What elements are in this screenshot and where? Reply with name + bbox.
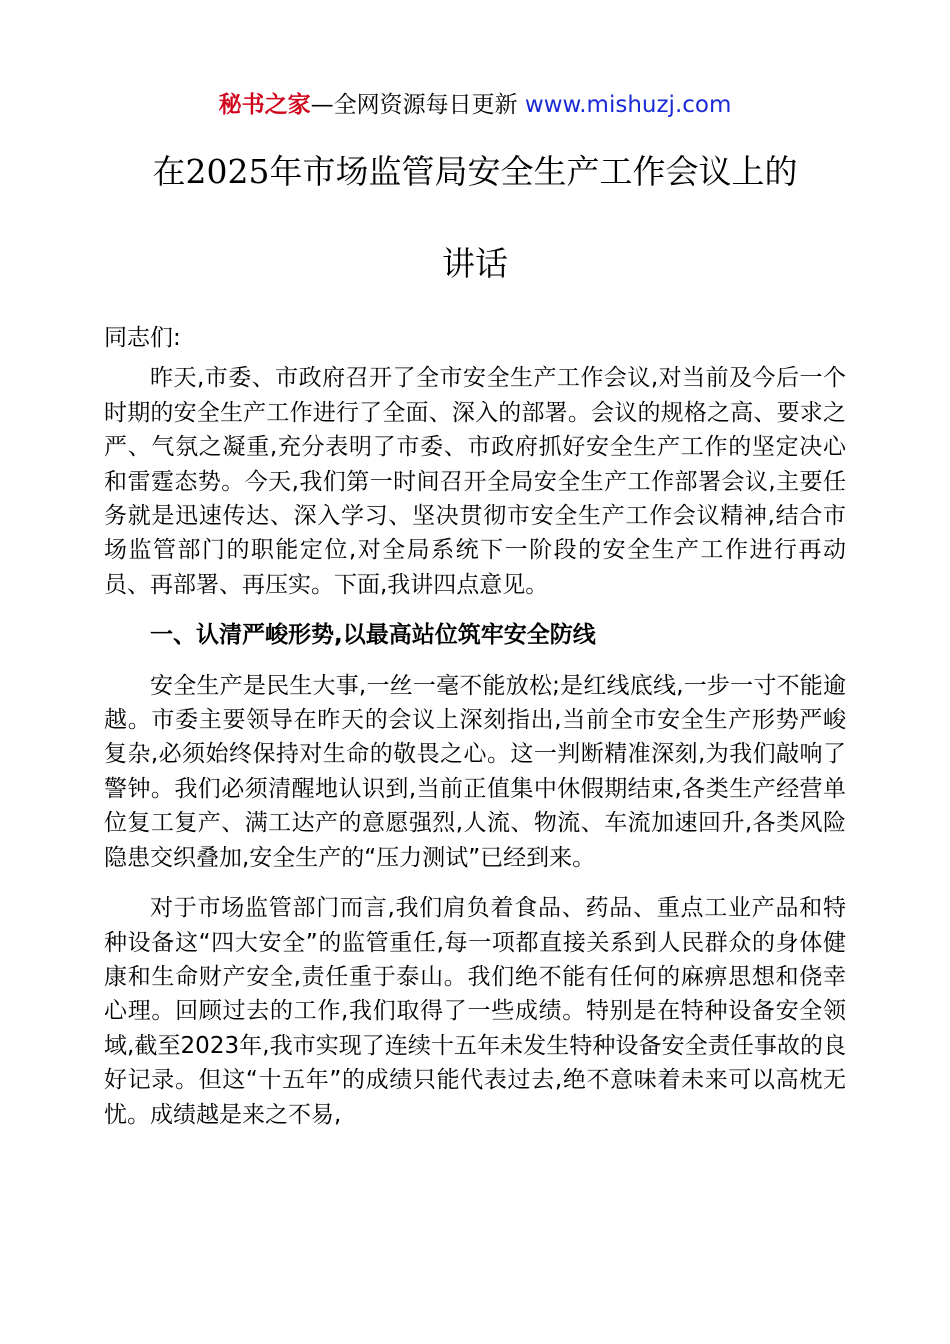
- section-heading-1: 一、认清严峻形势,以最高站位筑牢安全防线: [150, 622, 596, 649]
- header-slogan: —全网资源每日更新: [310, 92, 518, 118]
- paragraph-intro: 昨天,市委、市政府召开了全市安全生产工作会议,对当前及今后一个时期的安全生产工作进行了全面、深入的部署。会议的规格之高、要求之严、气氛之凝重,充分表明了市委、市政府抓好安全生产工作的坚定决心和雷霆态势。今天,我们第一时间召开全局安全生产工作部署会议,主要任务就是迅速传达、深入学习、坚决贯彻市安全生产工作会议精神,结合市场监管部门的职能定位,对全局系统下一阶段的安全生产工作进行再动员、再部署、再压实。下面,我讲四点意见。: [104, 365, 846, 598]
- paragraph-situation: 安全生产是民生大事,一丝一毫不能放松;是红线底线,一步一寸不能逾越。市委主要领导在昨天的会议上深刻指出,当前全市安全生产形势严峻复杂,必须始终保持对生命的敬畏之心。这一判断精准深刻,为我们敲响了警钟。我们必须清醒地认识到,当前正值集中休假期结束,各类生产经营单位复工复产、满工达产的意愿强烈,人流、物流、车流加速回升,各类风险隐患交织叠加,安全生产的“压力测试”已经到来。: [104, 672, 846, 871]
- site-header: [0, 88, 950, 122]
- document-title-line2: 讲话: [442, 244, 508, 283]
- document-body: [104, 321, 846, 1148]
- salutation: 同志们:: [104, 325, 181, 351]
- document-title-line1: 在2025年市场监管局安全生产工作会议上的: [152, 152, 798, 191]
- site-url-link[interactable]: www.mishuzj.com: [524, 92, 732, 118]
- brand-name: 秘书之家: [218, 92, 311, 118]
- paragraph-responsibility: 对于市场监管部门而言,我们肩负着食品、药品、重点工业产品和特种设备这“四大安全”的监管重任,每一项都直接关系到人民群众的身体健康和生命财产安全,责任重于泰山。我们绝不能有任何的麻痹思想和侥幸心理。回顾过去的工作,我们取得了一些成绩。特别是在特种设备安全领域,截至2023年,我市实现了连续十五年未发生特种设备安全责任事故的良好记录。但这“十五年”的成绩只能代表过去,绝不意味着未来可以高枕无忧。成绩越是来之不易,: [104, 895, 846, 1128]
